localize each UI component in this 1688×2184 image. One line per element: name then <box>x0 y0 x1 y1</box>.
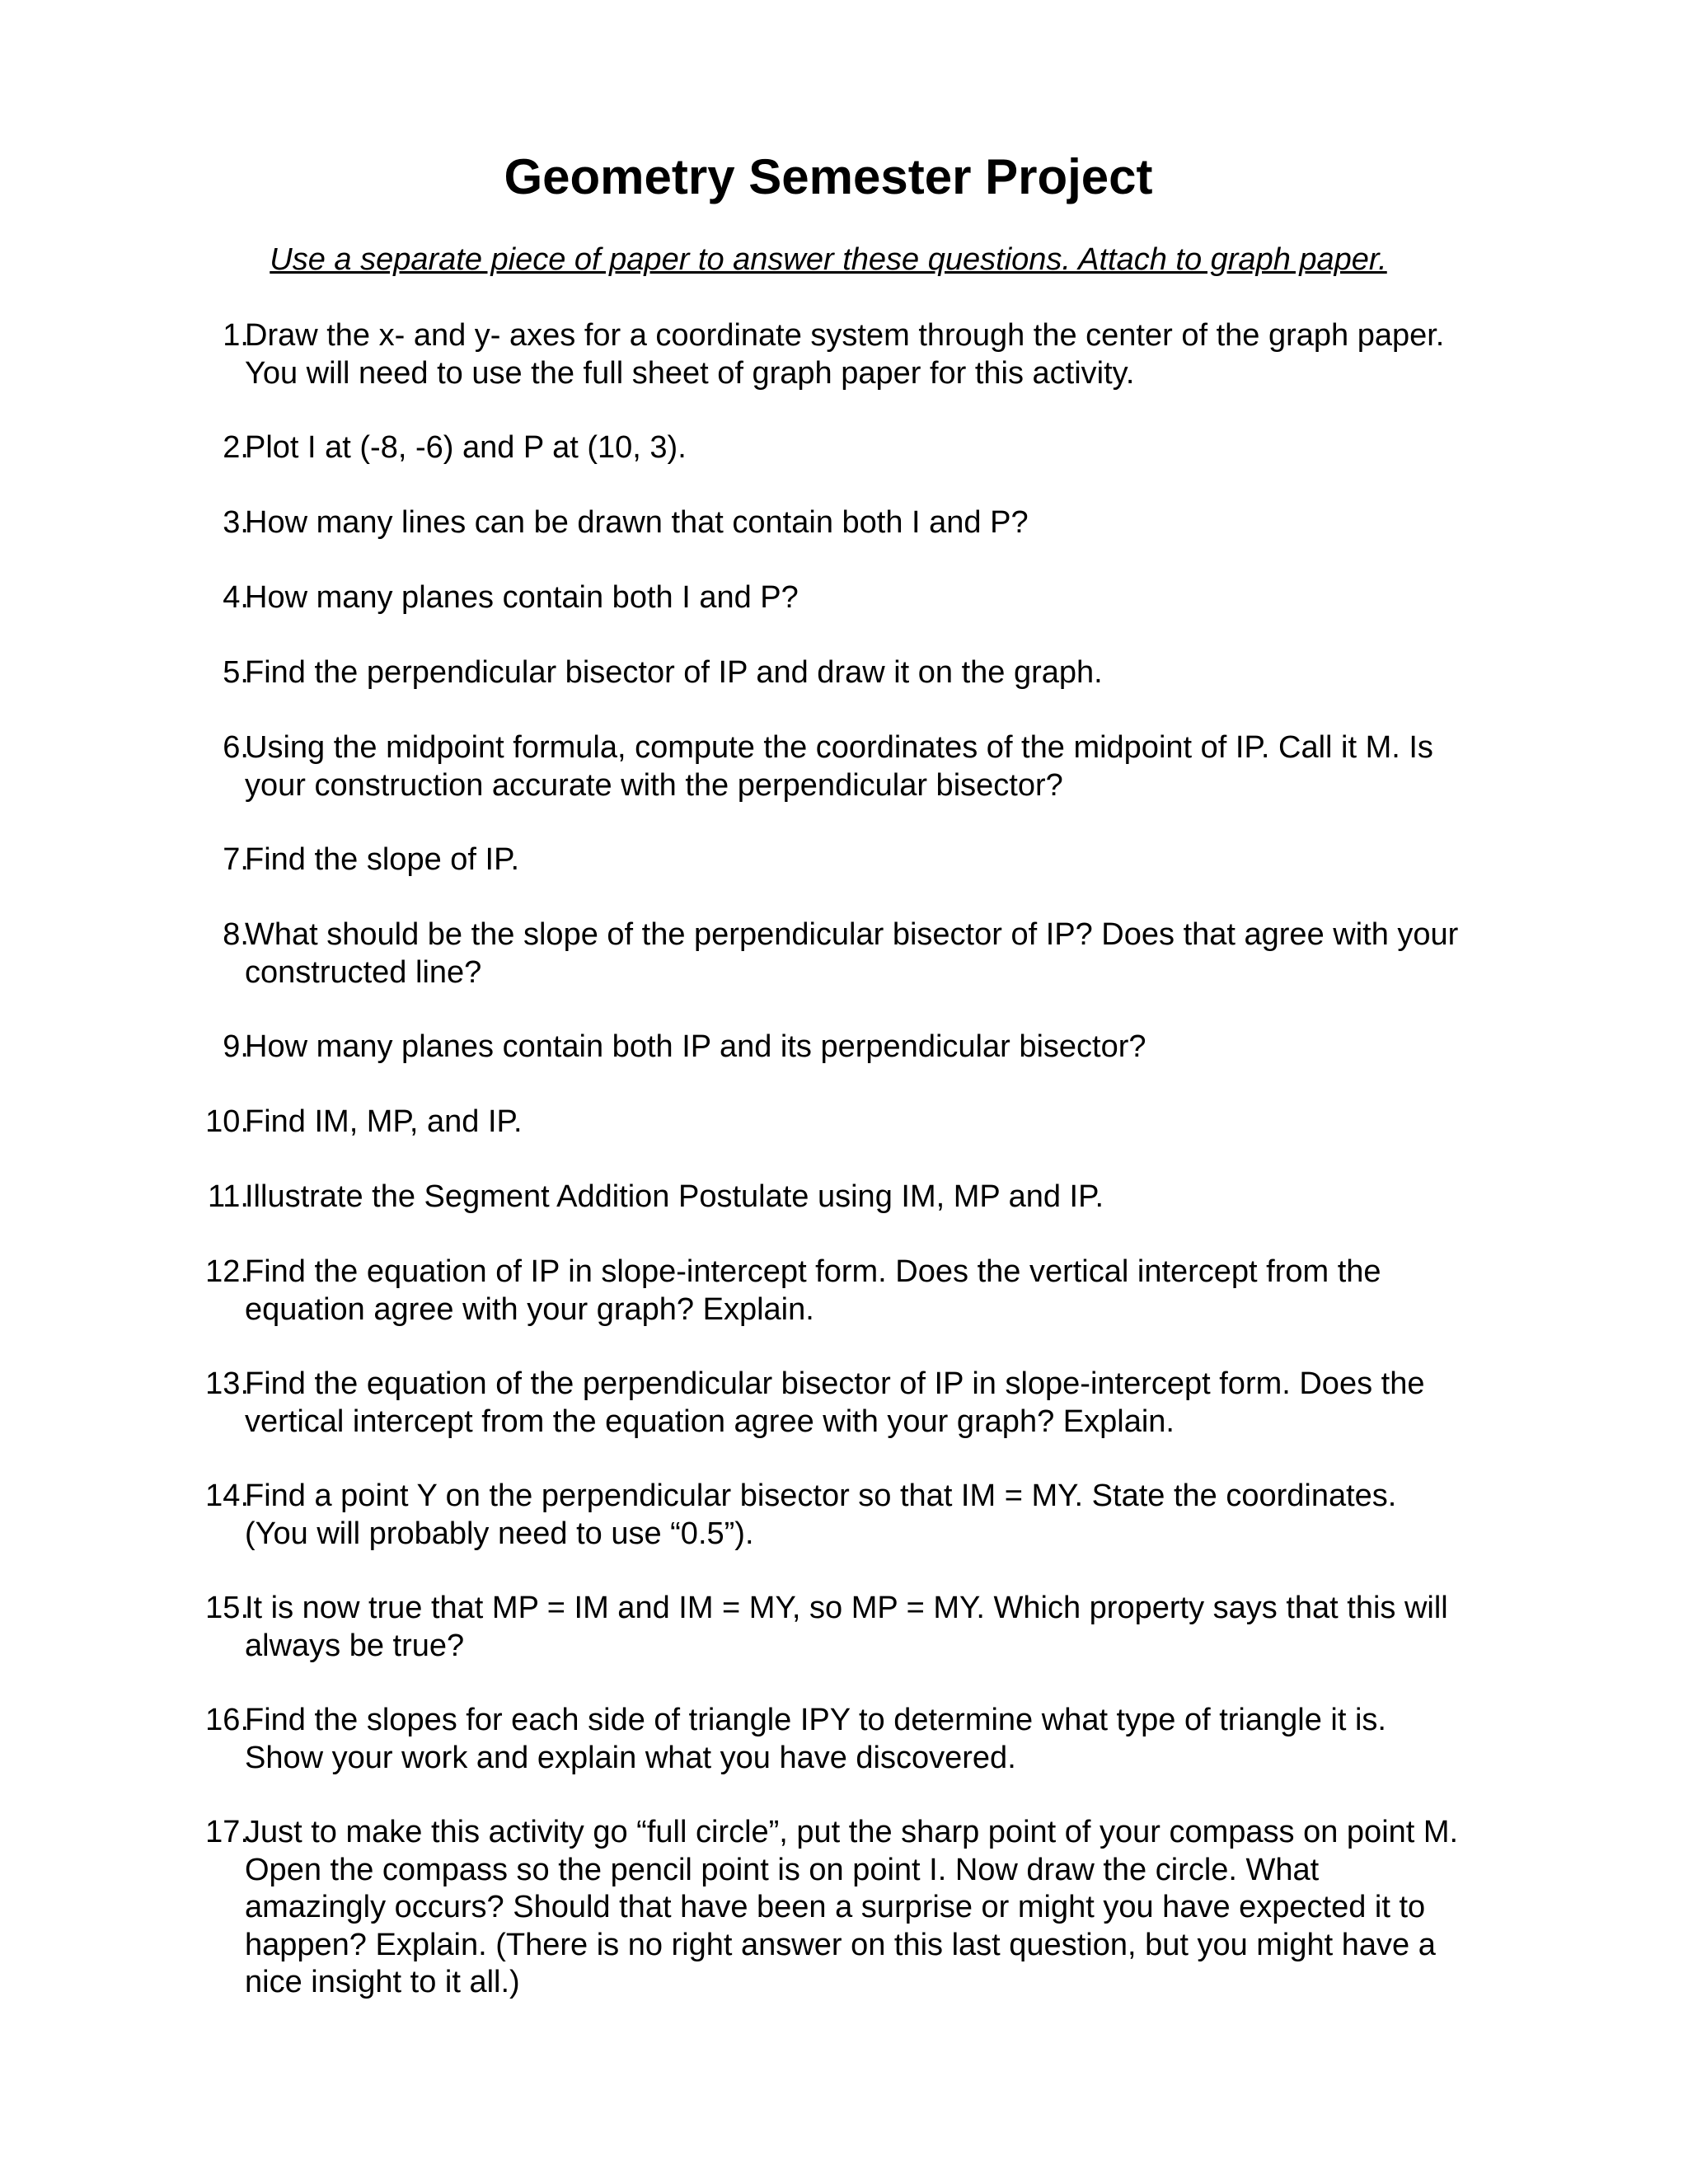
question-item <box>190 1702 1541 1777</box>
question-item <box>190 1814 1541 2002</box>
question-number: 11. <box>207 1179 249 1214</box>
question-number: 10. <box>205 1104 249 1139</box>
question-text: Using the midpoint formula, compute the coordinates of the midpoint of IP. Call it M. Is your construction accurate with the perpendicular bisector? <box>245 730 1433 803</box>
question-number: 6. <box>223 730 249 765</box>
question-number: 1. <box>223 318 249 353</box>
question-text: Just to make this activity go “full circle”, put the sharp point of your compass on point M. Open the compass so the pencil point is on point I. Now draw the circle. What amazingly occurs? Should that have been a surprise or might you have expected it to happen? Explain. (There is no right answer on this last question, but you might have a nice insight to it all.) <box>245 1815 1459 1999</box>
question-text: How many planes contain both I and P? <box>245 580 799 615</box>
question-text: How many lines can be drawn that contain both I and P? <box>245 505 1029 540</box>
question-number: 7. <box>223 842 249 877</box>
question-number: 5. <box>223 655 249 690</box>
question-number: 14. <box>205 1479 249 1513</box>
question-item <box>190 1254 1541 1329</box>
question-text: How many planes contain both IP and its perpendicular bisector? <box>245 1029 1146 1064</box>
question-item <box>190 579 1541 617</box>
question-text: Find the perpendicular bisector of IP and draw it on the graph. <box>245 655 1103 690</box>
question-item <box>190 1478 1541 1553</box>
question-item <box>190 654 1541 692</box>
question-number: 9. <box>223 1029 249 1064</box>
question-number: 8. <box>223 917 249 952</box>
instruction-text: Use a separate piece of paper to answer these questions. Attach to graph paper. <box>270 242 1387 277</box>
question-number: 12. <box>205 1254 249 1289</box>
question-item <box>190 729 1541 804</box>
question-text: Find the equation of the perpendicular bisector of IP in slope-intercept form. Does the vertical intercept from the equation agree with your graph? Explain. <box>245 1366 1425 1439</box>
question-text: Plot I at (-8, -6) and P at (10, 3). <box>245 430 687 465</box>
question-item <box>190 1179 1541 1216</box>
question-item <box>190 916 1541 991</box>
question-text: Find the slopes for each side of triangle IPY to determine what type of triangle it is. Show your work and explain what you have discovered. <box>245 1703 1386 1775</box>
page-title: Geometry Semester Project <box>504 149 1153 204</box>
question-text: Find the slope of IP. <box>245 842 520 877</box>
question-number: 4. <box>223 580 249 615</box>
question-item <box>190 429 1541 467</box>
question-text: Find IM, MP, and IP. <box>245 1104 523 1139</box>
question-item <box>190 841 1541 879</box>
question-text: Draw the x- and y- axes for a coordinate system through the center of the graph paper. You will need to use the full sheet of graph paper for this activity. <box>245 318 1445 391</box>
question-number: 17. <box>205 1815 249 1849</box>
question-item <box>190 1029 1541 1066</box>
question-number: 16. <box>205 1703 249 1737</box>
question-number: 13. <box>205 1366 249 1401</box>
question-text: It is now true that MP = IM and IM = MY, so MP = MY. Which property says that this will always be true? <box>245 1591 1448 1663</box>
question-item <box>190 1104 1541 1141</box>
question-item <box>190 504 1541 542</box>
question-item <box>190 1366 1541 1441</box>
question-text: What should be the slope of the perpendicular bisector of IP? Does that agree with your constructed line? <box>245 917 1459 990</box>
question-text: Find a point Y on the perpendicular bisector so that IM = MY. State the coordinates. (You will probably need to use “0.5”). <box>245 1479 1397 1551</box>
question-number: 15. <box>205 1591 249 1625</box>
question-number: 3. <box>223 505 249 540</box>
question-text: Illustrate the Segment Addition Postulate using IM, MP and IP. <box>245 1179 1104 1214</box>
question-text: Find the equation of IP in slope-intercept form. Does the vertical intercept from the equation agree with your graph? Explain. <box>245 1254 1381 1327</box>
question-number: 2. <box>223 430 249 465</box>
question-item <box>190 1590 1541 1665</box>
question-item <box>190 317 1541 392</box>
